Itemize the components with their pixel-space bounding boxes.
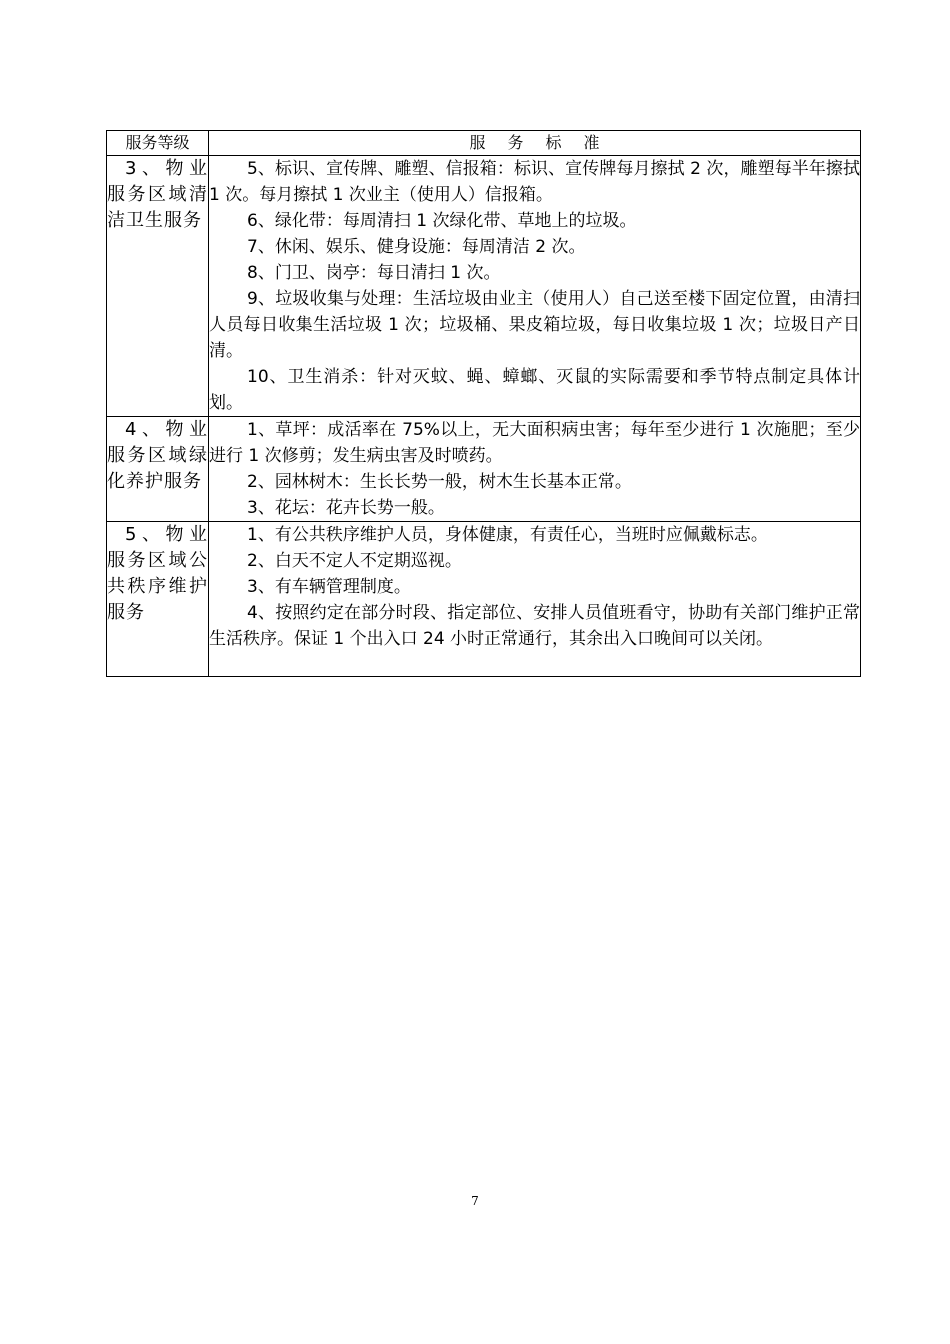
header-service-standard: 服务标准 [209,131,861,156]
service-level-cell: 5、物业服务区域公共秩序维护服务 [107,522,209,677]
table-row [107,156,861,417]
standard-item: 2、白天不定人不定期巡视。 [247,551,462,571]
standard-item: 8、门卫、岗亭：每日清扫 1 次。 [247,263,501,283]
standard-item: 5、标识、宣传牌、雕塑、信报箱：标识、宣传牌每月擦拭 2 次，雕塑每半年擦拭 1 次。每月擦拭 1 次业主（使用人）信报箱。 [209,159,860,205]
standard-item: 2、园林树木：生长长势一般，树木生长基本正常。 [247,472,632,492]
service-standard-cell [209,417,861,522]
standard-item: 3、花坛：花卉长势一般。 [247,498,445,518]
service-level-cell: 4、物业服务区域绿化养护服务 [107,417,209,522]
standard-item: 9、垃圾收集与处理：生活垃圾由业主（使用人）自己送至楼下固定位置，由清扫人员每日收集生活垃圾 1 次；垃圾桶、果皮箱垃圾，每日收集垃圾 1 次；垃圾日产日清。 [209,289,860,361]
standard-item: 10、卫生消杀：针对灭蚊、蝇、蟑螂、灭鼠的实际需要和季节特点制定具体计划。 [209,367,860,413]
service-level-cell: 3、物业服务区域清洁卫生服务 [107,156,209,417]
standard-item: 1、有公共秩序维护人员，身体健康，有责任心，当班时应佩戴标志。 [247,525,768,545]
standard-item: 6、绿化带：每周清扫 1 次绿化带、草地上的垃圾。 [247,211,637,231]
standard-item: 3、有车辆管理制度。 [247,577,411,597]
standard-item: 1、草坪：成活率在 75%以上，无大面积病虫害；每年至少进行 1 次施肥；至少进行 1 次修剪；发生病虫害及时喷药。 [209,420,860,466]
header-service-level: 服务等级 [107,131,209,156]
table-row [107,522,861,677]
service-standard-cell [209,156,861,417]
table-header-row [107,131,861,156]
standard-item: 4、按照约定在部分时段、指定部位、安排人员值班看守，协助有关部门维护正常生活秩序。保证 1 个出入口 24 小时正常通行，其余出入口晚间可以关闭。 [209,603,860,649]
service-standard-cell [209,522,861,677]
page-number: 7 [471,1194,479,1208]
service-standard-table [106,130,861,677]
standard-item: 7、休闲、娱乐、健身设施：每周清洁 2 次。 [247,237,586,257]
table-row [107,417,861,522]
